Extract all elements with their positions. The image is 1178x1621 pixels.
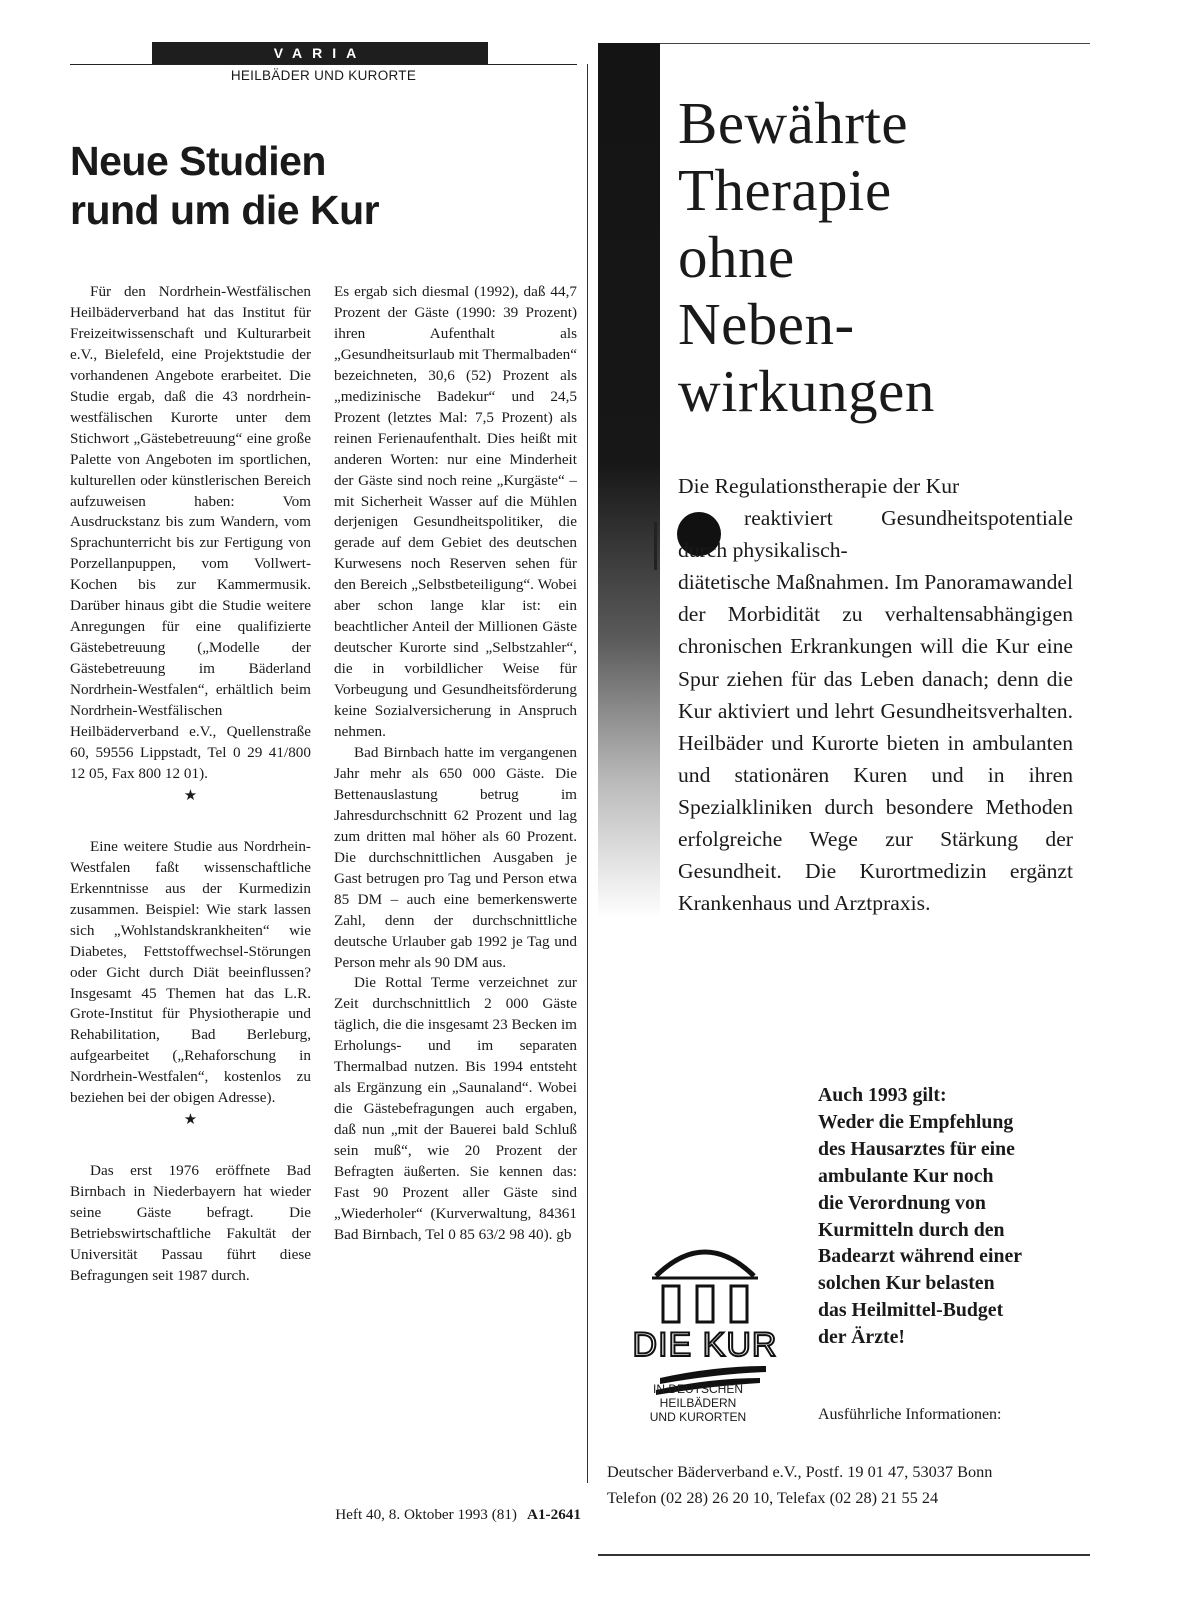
ad-body-indented: reaktiviert Gesundheitspotentiale durch physikalisch-: [678, 506, 1073, 563]
headline-line: rund um die Kur: [70, 187, 380, 233]
note-line: Auch 1993 gilt:: [818, 1084, 947, 1106]
ad-marker: [654, 522, 657, 570]
column-divider: [587, 64, 588, 1483]
article-column-1: [70, 282, 311, 1287]
issue-info: Heft 40, 8. Oktober 1993 (81): [335, 1506, 517, 1523]
address-line: Telefon (02 28) 26 20 10, Telefax (02 28) 21 55 24: [607, 1488, 939, 1507]
page-footer: [248, 1506, 581, 1524]
article-headline: [70, 137, 570, 235]
article-column-2: [334, 282, 577, 1246]
note-line: Weder die Empfehlung: [818, 1110, 1014, 1133]
page-number: A1-2641: [527, 1506, 581, 1523]
ad-headline-line: Therapie: [678, 157, 892, 223]
logo-caption-line: IN DEUTSCHEN: [652, 1382, 743, 1396]
note-line: ambulante Kur noch: [818, 1164, 994, 1187]
note-line: Kurmitteln durch den: [818, 1218, 1005, 1241]
note-line: der Ärzte!: [818, 1326, 905, 1349]
logo-caption-line: HEILBÄDERN: [659, 1396, 737, 1410]
note-line: Badearzt während einer: [818, 1245, 1023, 1268]
logo-caption-line: UND KURORTEN: [649, 1410, 747, 1424]
ad-body-rest: diätetische Maßnahmen. Im Panoramawandel der Morbidität zu verhaltensabhängigen chronischen Erkrankungen will die Kur eine Spur ziehen für das Leben danach; denn die Kur aktiviert und lehrt Gesundheitsverhalten. Heilbäder und Kurorte bieten in ambulanten und stationären Kuren und in ihren Spezialkliniken durch besondere Methoden erfolgreiche Wege zur Stärkung der Gesundheit. Die Kurortmedizin ergänzt Krankenhaus und Arztpraxis.: [678, 570, 1073, 916]
contact-address: [607, 1459, 1087, 1511]
ad-bold-note: [818, 1082, 1080, 1351]
headline-line: Neue Studien: [70, 138, 326, 184]
article-paragraph: Die Rottal Terme verzeichnet zur Zeit durchschnittlich 2 000 Gäste täglich, die die insgesamt 23 Becken im Erholungs- und im separaten Thermalbad nutzen. Bis 1994 entsteht als Ergänzung ein „Saunaland“. Wobei die Gästebefragungen auch ergaben, daß nun „mit der Bauerei bald Schluß sein muß“, wie 20 Prozent der Befragten äußerten. Sie kennen das: Fast 90 Prozent aller Gäste sind „Wiederholer“ (Kurverwaltung, 84361 Bad Birnbach, Tel 0 85 63/2 98 40). gb: [334, 974, 577, 1243]
note-line: das Heilmittel-Budget: [818, 1299, 1004, 1322]
ad-headline-line: ohne: [678, 224, 795, 290]
star-separator: ★: [183, 1112, 198, 1129]
section-label: VARIA: [152, 42, 488, 64]
ad-headline-line: Bewährte: [678, 90, 909, 156]
logo-caption: [628, 1382, 768, 1424]
note-line: die Verordnung von: [818, 1191, 986, 1214]
ad-body-text: [678, 470, 1073, 919]
note-line: solchen Kur belasten: [818, 1272, 995, 1295]
ad-top-rule: [598, 43, 1090, 44]
article-paragraph: Das erst 1976 eröffnete Bad Birnbach in Niederbayern hat wieder seine Gäste befragt. Die Betriebswirtschaftliche Fakultät der Universität Passau führt diese Befragungen seit 1987 durch.: [70, 1162, 311, 1284]
header-rule: [70, 64, 577, 65]
article-paragraph: Es ergab sich diesmal (1992), daß 44,7 Prozent der Gäste (1990: 39 Prozent) ihren Aufenthalt als „Gesundheitsurlaub mit Thermalbaden“ bezeichneten, 30,6 (52) Prozent als „medizinische Badekur“ und 24,5 Prozent (letztes Mal: 7,5 Prozent) als reinen Ferienaufenthalt. Dies heißt mit anderen Worten: nur eine Minderheit der Gäste sind noch reine „Kurgäste“ – mit Sicherheit Wasser auf die Mühlen derjenigen Gesundheitspolitiker, die gerade auf dem Gebiet des deutschen Kurwesens noch Reserven sehen für den Bereich „Selbstbeteiligung“. Wobei aber schon lange klar ist: ein beachtlicher Anteil der Millionen Gäste deutscher Kurorte sind „Selbstzahler“, die in vorbildlicher Weise für Vorbeugung und Gesundheitsförderung keine Sozialversicherung in Anspruch nehmen.: [334, 283, 577, 741]
note-line: des Hausarztes für eine: [818, 1137, 1015, 1160]
more-info-label: Ausführliche Informationen:: [818, 1406, 1002, 1423]
article-paragraph: Eine weitere Studie aus Nordrhein-Westfalen faßt wissenschaftliche Erkenntnisse aus der Kurmedizin zusammen. Beispiel: Wie stark lassen sich „Wohlstandskrankheiten“ wie Diabetes, Fettstoffwechsel-Störungen oder Gicht durch Diät beeinflussen? Insgesamt 45 Themen hat das L.R. Grote-Institut für Physiotherapie und Rehabilitation, Bad Berleburg, aufgearbeitet („Rehaforschung in Nordrhein-Westfalen“, kostenlos zu beziehen bei der obigen Adresse).: [70, 837, 311, 1107]
star-separator: ★: [183, 787, 198, 804]
ad-headline-line: wirkungen: [678, 358, 935, 424]
ad-body-lead: Die Regulationstherapie der Kur: [678, 474, 960, 498]
ad-headline-line: Neben-: [678, 291, 855, 357]
ad-headline: [678, 90, 1088, 425]
article-paragraph: Für den Nordrhein-Westfälischen Heilbäderverband hat das Institut für Freizeitwissenschaft und Kulturarbeit e.V., Bielefeld, eine Projektstudie der vorhandenen Angebote erarbeitet. Die Studie ergab, daß die 43 nordrhein-westfälischen Kurorte unter dem Stichwort „Gästebetreuung“ eine große Palette von Angeboten im sportlichen, kulturellen oder künstlerischen Bereich aufzuweisen haben: Vom Ausdruckstanz bis zum Wandern, vom Sprachunterricht bis zur Fertigung von Porzellanpuppen, vom Vollwert-Kochen bis zur Kammermusik. Darüber hinaus gibt die Studie weitere Anregungen für eine qualifizierte Gästebetreuung („Modelle der Gästebetreuung im Bäderland Nordrhein-Westfalen“, erhältlich beim Nordrhein-Westfälischen Heilbäderverband e.V., Quellenstraße 60, 59556 Lippstadt, Tel 0 29 41/800 12 05, Fax 800 12 01).: [70, 283, 311, 782]
ad-gradient-band: [598, 43, 660, 918]
section-subtitle: HEILBÄDER UND KURORTE: [230, 68, 417, 83]
ad-bottom-rule: [598, 1554, 1090, 1556]
article-paragraph: Bad Birnbach hatte im vergangenen Jahr mehr als 650 000 Gäste. Die Bettenauslastung betrug im Jahresdurchschnitt 62 Prozent und lag zum dritten mal höher als 60 Prozent. Die durchschnittlichen Ausgaben je Gast betrugen pro Tag und Person etwa 85 DM – auch eine bemerkenswerte Zahl, denn der durchschnittliche deutsche Urlauber gab 1992 je Tag und Person mehr als 90 DM aus.: [334, 743, 577, 971]
address-line: Deutscher Bäderverband e.V., Postf. 19 01 47, 53037 Bonn: [607, 1462, 993, 1481]
logo-text: DIE KUR: [632, 1326, 778, 1364]
